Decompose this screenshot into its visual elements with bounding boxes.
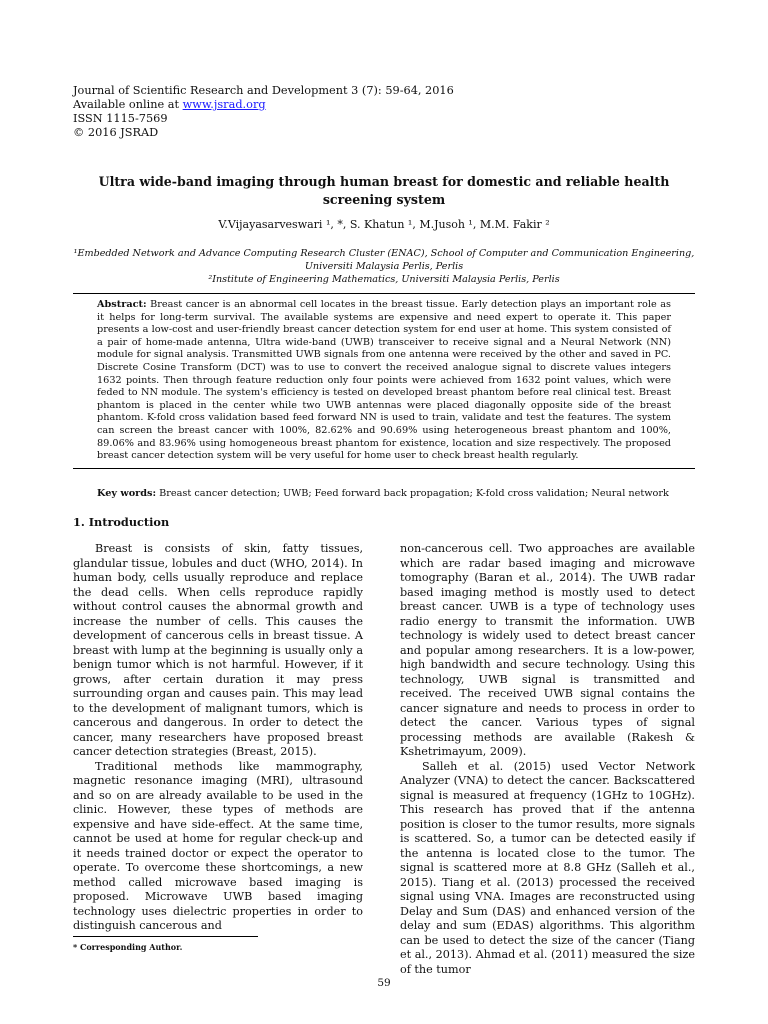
paper-title: Ultra wide-band imaging through human breast for domestic and reliable health screening system	[98, 174, 670, 207]
paragraph: Breast is consists of skin, fatty tissues, glandular tissue, lobules and duct (WHO, 2014). In human body, cells usually reproduce and replace the dead cells. When cells reproduce rapidly without control causes the abnormal growth and increase the number of cells. This causes the development of cancerous cells in breast tissue. A breast with lump at the beginning is usually only a benign tumor which is not harmful. However, if it grows, after certain duration it may press surrounding organ and causes pain. This may lead to the development of malignant tumors, which is cancerous and dangerous. In order to detect the cancer, many researchers have proposed breast cancer detection strategies (Breast, 2015).	[73, 542, 363, 758]
section-heading: 1. Introduction	[73, 515, 170, 529]
journal-header	[73, 84, 593, 140]
abstract-text: Breast cancer is an abnormal cell locates in the breast tissue. Early detection plays an important role as it helps for long-term survival. The available systems are expensive and need expert to operate it. This paper presents a low-cost and user-friendly breast cancer detection system for end user at home. This system consisted of a pair of home-made antenna, Ultra wide-band (UWB) transceiver to receive signal and a Neural Network (NN) module for signal analysis. Transmitted UWB signals from one antenna were received by the other and saved in PC. Discrete Cosine Transform (DCT) was to use to convert the received analogue signal to discrete values integers 1632 points. Then through feature reduction only four points were achieved from 1632 point values, which were feded to NN module. The system's efficiency is tested on developed breast phantom before real clinical test. Breast phantom is placed in the center while two UWB antennas were placed diagonally opposite side of the breast phantom. K-fold cross validation based feed forward NN is used to train, validate and test the features. The system can screen the breast cancer with 100%, 82.62% and 90.69% using heterogeneous breast phantom and 100%, 89.06% and 83.96% using homogeneous breast phantom for existence, location and size respectively. The proposed breast cancer detection system will be very useful for home user to check breast health regularly.	[97, 299, 671, 462]
issn: ISSN 1115-7569	[73, 112, 168, 125]
available-online	[73, 98, 593, 112]
abstract	[97, 299, 671, 463]
affiliation-2: ²Institute of Engineering Mathematics, Universiti Malaysia Perlis, Perlis	[208, 274, 560, 285]
paragraph: Traditional methods like mammography, magnetic resonance imaging (MRI), ultrasound and so on are already available to be used in the clinic. However, these types of methods are expensive and have side-effect. At the same time, cannot be used at home for regular check-up and it needs trained doctor or expect the operator to operate. To overcome these shortcomings, a new method called microwave based imaging is proposed. Microwave UWB based imaging technology uses dielectric properties in order to distinguish cancerous and	[73, 759, 363, 932]
copyright: © 2016 JSRAD	[73, 126, 159, 139]
affiliations	[73, 247, 695, 286]
paragraph: non-cancerous cell. Two approaches are available which are radar based imaging and microwave tomography (Baran et al., 2014). The UWB radar based imaging method is mostly used to detect breast cancer. UWB is a type of technology uses radio energy to transmit the information. UWB technology is widely used to detect breast cancer and popular among researchers. It is a low-power, high bandwidth and secure technology. Using this technology, UWB signal is transmitted and received. The received UWB signal contains the cancer signature and needs to process in order to detect the cancer. Various types of signal processing methods are available (Rakesh & Kshetrimayum, 2009).	[400, 542, 695, 758]
author-list: V.Vijayasarveswari ¹, *, S. Khatun ¹, M.Jusoh ¹, M.M. Fakir ²	[218, 218, 550, 231]
right-column	[400, 542, 695, 977]
keywords	[97, 488, 671, 501]
affiliation-1: ¹Embedded Network and Advance Computing Research Cluster (ENAC), School of Computer and Communication Engineering, Universiti Malaysia Perlis, Perlis	[73, 248, 695, 272]
abstract-box	[73, 293, 695, 469]
footnote-divider	[73, 936, 258, 937]
page-number: 59	[377, 977, 391, 989]
journal-citation: Journal of Scientific Research and Development 3 (7): 59-64, 2016	[73, 84, 454, 97]
keywords-text: Breast cancer detection; UWB; Feed forward back propagation; K-fold cross validation; Neural network	[156, 488, 669, 499]
left-column	[73, 542, 363, 934]
keywords-label: Key words:	[97, 488, 157, 499]
paragraph: Salleh et al. (2015) used Vector Network Analyzer (VNA) to detect the cancer. Backscattered signal is measured at frequency (1GHz to 10GHz). This research has proved that if the antenna position is closer to the tumor results, more signals is scattered. So, a tumor can be detected easily if the antenna is located close to the tumor. The signal is scattered more at 8.8 GHz (Salleh et al., 2015). Tiang et al. (2013) processed the received signal using VNA. Images are reconstructed using Delay and Sum (DAS) and enhanced version of the delay and sum (EDAS) algorithms. This algorithm can be used to detect the size of the cancer (Tiang et al., 2013). Ahmad et al. (2011) measured the size of the tumor	[400, 759, 695, 976]
available-prefix: Available online at	[73, 98, 183, 111]
abstract-label: Abstract:	[97, 299, 147, 310]
journal-url-link[interactable]: www.jsrad.org	[182, 98, 266, 111]
footnote: * Corresponding Author.	[73, 942, 183, 952]
